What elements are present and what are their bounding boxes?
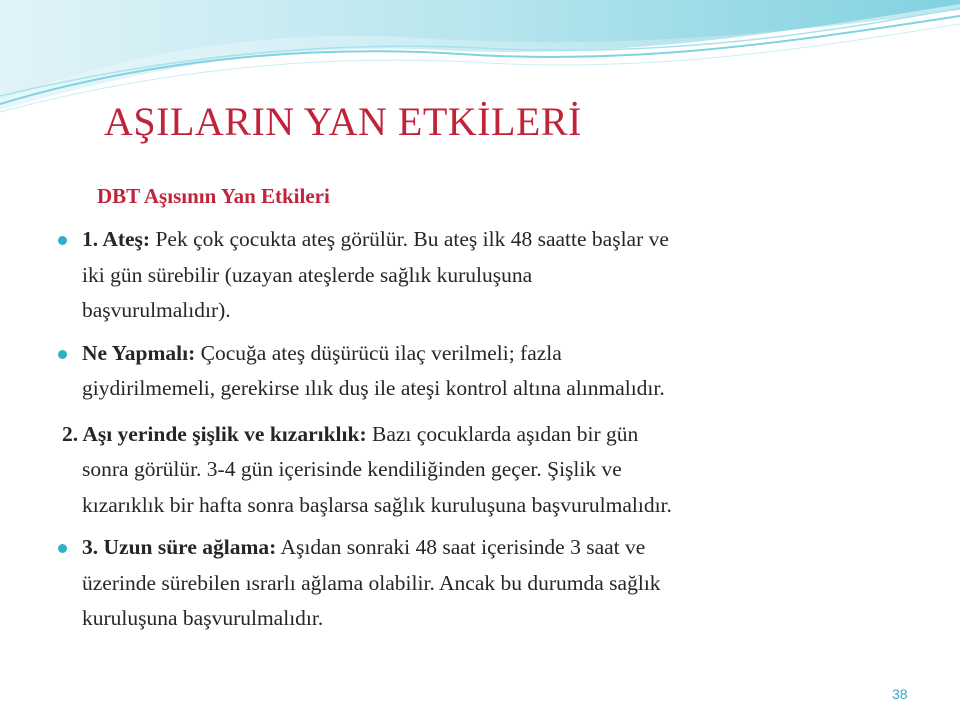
- slide-content: [56, 222, 916, 644]
- bullet-dot-icon: [58, 236, 67, 245]
- bullet-heading: 3. Uzun süre ağlama:: [82, 535, 277, 559]
- bullet-text: giydirilmemeli, gerekirse ılık duş ile ateşi kontrol altına alınmalıdır.: [82, 376, 665, 400]
- page-number: 38: [892, 686, 908, 702]
- item-text: kızarıklık bir hafta sonra başlarsa sağlık kuruluşuna başvurulmalıdır.: [82, 492, 672, 517]
- bullet-heading: Ne Yapmalı:: [82, 340, 196, 365]
- bullet-text: iki gün sürebilir (uzayan ateşlerde sağlık kuruluşuna: [82, 262, 533, 287]
- bullet-heading: 1. Ateş:: [82, 227, 151, 251]
- bullet-item-fever: [56, 222, 916, 329]
- bullet-dot-icon: [58, 350, 67, 359]
- bullet-text: kuruluşuna başvurulmalıdır.: [82, 606, 324, 630]
- bullet-text: Aşıdan sonraki 48 saat içerisinde 3 saat ve: [276, 535, 646, 559]
- item-heading: 2. Aşı yerinde şişlik ve kızarıklık:: [62, 421, 367, 446]
- bullet-dot-icon: [58, 544, 67, 553]
- bullet-text: Pek çok çocukta ateş görülür. Bu ateş ilk 48 saatte başlar ve: [150, 227, 669, 251]
- bullet-item-what-to-do: [56, 336, 916, 407]
- slide-title: AŞILARIN YAN ETKİLERİ: [104, 99, 582, 144]
- bullet-text: başvurulmalıdır).: [82, 298, 231, 322]
- bullet-text: üzerinde sürebilen ısrarlı ağlama olabilir. Ancak bu durumda sağlık: [82, 570, 661, 595]
- bullet-text: Çocuğa ateş düşürücü ilaç verilmeli; fazla: [195, 340, 562, 365]
- slide-subtitle: DBT Aşısının Yan Etkileri: [97, 184, 330, 208]
- item-text: Bazı çocuklarda aşıdan bir gün: [366, 421, 639, 446]
- item-text: sonra görülür. 3-4 gün içerisinde kendiliğinden geçer. Şişlik ve: [82, 457, 622, 481]
- bullet-item-crying: [56, 530, 916, 637]
- item-swelling: [56, 417, 916, 524]
